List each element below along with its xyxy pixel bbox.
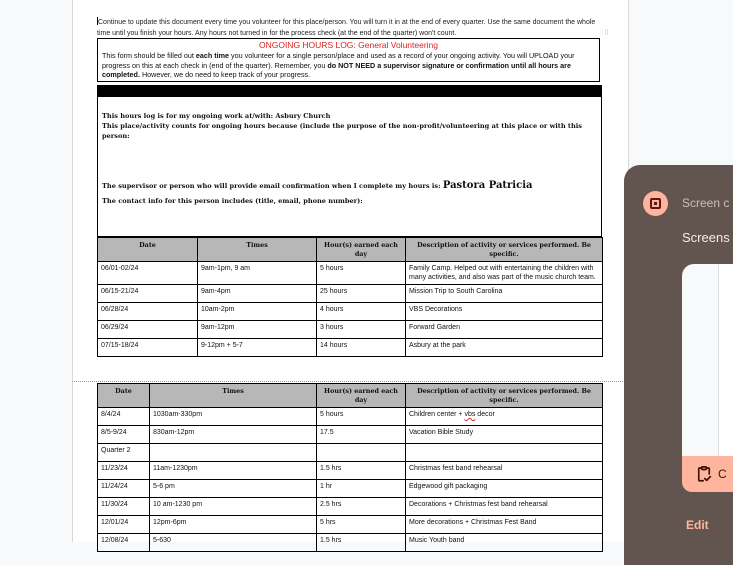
purpose-line: This place/activity counts for ongoing hours because (include the purpose of the non-profit/volunteering at this place or with this person: [102, 122, 582, 140]
table-cell[interactable]: 06/28/24 [98, 303, 198, 321]
table-cell[interactable]: 5 hours [317, 262, 406, 285]
table-cell[interactable]: Quarter 2 [98, 444, 150, 462]
table-cell[interactable]: 10am-2pm [198, 303, 317, 321]
table-row [98, 426, 603, 444]
hours-table-2 [97, 383, 603, 552]
info-section [97, 97, 602, 237]
page-break [72, 381, 627, 382]
supervisor-line: The supervisor or person who will provide email confirmation when I complete my hours is: Pastora Patricia [102, 180, 533, 191]
column-header: Hour(s) earned each day [317, 384, 406, 408]
table-cell[interactable]: 14 hours [317, 339, 406, 357]
table-cell[interactable]: 2.5 hrs [317, 498, 406, 516]
table-cell[interactable]: 06/15-21/24 [98, 285, 198, 303]
work-at-line: This hours log is for my ongoing work at/with: Asbury Church [102, 112, 331, 120]
table-row [98, 444, 603, 462]
contact-line: The contact info for this person includes (title, email, phone number): [102, 197, 363, 205]
table-cell[interactable]: Music Youth band [406, 534, 603, 552]
table-row [98, 462, 603, 480]
table-cell[interactable]: 5-630 [150, 534, 317, 552]
table-cell[interactable] [406, 444, 603, 462]
screen-capture-label: Screen c [682, 196, 730, 210]
table-cell[interactable]: Christmas fest band rehearsal [406, 462, 603, 480]
table-cell[interactable]: 9am-1pm, 9 am [198, 262, 317, 285]
table-row [98, 516, 603, 534]
table-cell[interactable]: 9-12pm + 5-7 [198, 339, 317, 357]
table-cell[interactable]: Children center + vbs decor [406, 408, 603, 426]
drag-handle-icon[interactable]: ⠿ [603, 30, 610, 37]
table-cell[interactable]: 1030am-330pm [150, 408, 317, 426]
table-row [98, 321, 603, 339]
table-cell[interactable]: 5-6 pm [150, 480, 317, 498]
black-divider-bar [97, 85, 602, 97]
table-cell[interactable]: 4 hours [317, 303, 406, 321]
table-cell[interactable]: 1 hr [317, 480, 406, 498]
clipboard-check-icon [695, 465, 713, 483]
instructions-box [97, 38, 600, 82]
table-cell[interactable] [150, 444, 317, 462]
column-header: Description of activity or services performed. Be specific. [406, 238, 603, 262]
table-cell[interactable]: 3 hours [317, 321, 406, 339]
table-cell[interactable]: 12pm-6pm [150, 516, 317, 534]
table-cell[interactable]: 06/29/24 [98, 321, 198, 339]
table-cell[interactable]: 830am-12pm [150, 426, 317, 444]
table-cell[interactable]: 5 hours [317, 408, 406, 426]
edit-button[interactable]: Edit [686, 518, 709, 532]
table-row [98, 498, 603, 516]
table-cell[interactable]: 9am-12pm [198, 321, 317, 339]
table-cell[interactable]: Family Camp. Helped out with entertaining the children with many activities, and also was part of the music church team. [406, 262, 603, 285]
table-cell[interactable]: More decorations + Christmas Fest Band [406, 516, 603, 534]
table-cell[interactable]: 11/23/24 [98, 462, 150, 480]
table-row [98, 285, 603, 303]
table-cell[interactable]: 8/4/24 [98, 408, 150, 426]
table-cell[interactable]: Asbury at the park [406, 339, 603, 357]
table-cell[interactable]: 11/24/24 [98, 480, 150, 498]
table-row [98, 339, 603, 357]
column-header: Date [98, 238, 198, 262]
column-header: Hour(s) earned each day [317, 238, 406, 262]
table-cell[interactable]: 1.5 hrs [317, 462, 406, 480]
table-cell[interactable]: 10 am-1230 pm [150, 498, 317, 516]
table-row [98, 303, 603, 321]
table-cell[interactable]: Decorations + Christmas fest band rehearsal [406, 498, 603, 516]
copy-to-clipboard-button[interactable]: C [682, 456, 733, 492]
table-cell[interactable]: 07/15-18/24 [98, 339, 198, 357]
screenshot-title: Screens [682, 230, 730, 245]
supervisor-name: Pastora Patricia [442, 180, 533, 191]
table-row [98, 534, 603, 552]
table-cell[interactable]: 1.5 hrs [317, 534, 406, 552]
table-cell[interactable]: 12/01/24 [98, 516, 150, 534]
intro-text[interactable]: Continue to update this document every time you volunteer for this place/person. You will turn it in at the end of every quarter. Use the same document the whole time until you finish your hours. Any hours not turned in for the process check (at the end of the quarter) won't count. [97, 19, 596, 37]
table-cell[interactable]: Edgewood gift packaging [406, 480, 603, 498]
screenshot-thumbnail[interactable] [682, 264, 733, 464]
table-cell[interactable]: 11am-1230pm [150, 462, 317, 480]
hours-table-1 [97, 237, 603, 357]
table-cell[interactable]: 12/08/24 [98, 534, 150, 552]
screen-capture-icon [643, 191, 668, 216]
table-cell[interactable]: 9am-4pm [198, 285, 317, 303]
table-cell[interactable]: Forward Garden [406, 321, 603, 339]
table-row [98, 480, 603, 498]
table-cell[interactable]: 8/5-9/24 [98, 426, 150, 444]
table-cell[interactable]: 06/01-02/24 [98, 262, 198, 285]
table-row [98, 408, 603, 426]
column-header: Date [98, 384, 150, 408]
column-header: Times [198, 238, 317, 262]
column-header: Description of activity or services performed. Be specific. [406, 384, 603, 408]
table-cell[interactable] [317, 444, 406, 462]
table-cell[interactable]: 25 hours [317, 285, 406, 303]
table-cell[interactable]: 11/30/24 [98, 498, 150, 516]
log-title: ONGOING HOURS LOG: General Volunteering [258, 40, 439, 50]
table-cell[interactable]: 5 hrs [317, 516, 406, 534]
table-cell[interactable]: Vacation Bible Study [406, 426, 603, 444]
table-cell[interactable]: 17.5 [317, 426, 406, 444]
column-header: Times [150, 384, 317, 408]
table-row [98, 262, 603, 285]
table-cell[interactable]: Mission Trip to South Carolina [406, 285, 603, 303]
instructions-text: This form should be filled out each time you volunteer for a single person/place and used as a record of your ongoing activity. You will UPLOAD your progress on this at each check in (end of the quarter). Remember, you do NOT NEED a supervisor signature or confirmation until all hours are completed. However, we do need to keep track of your progress. [102, 51, 575, 79]
table-cell[interactable]: VBS Decorations [406, 303, 603, 321]
